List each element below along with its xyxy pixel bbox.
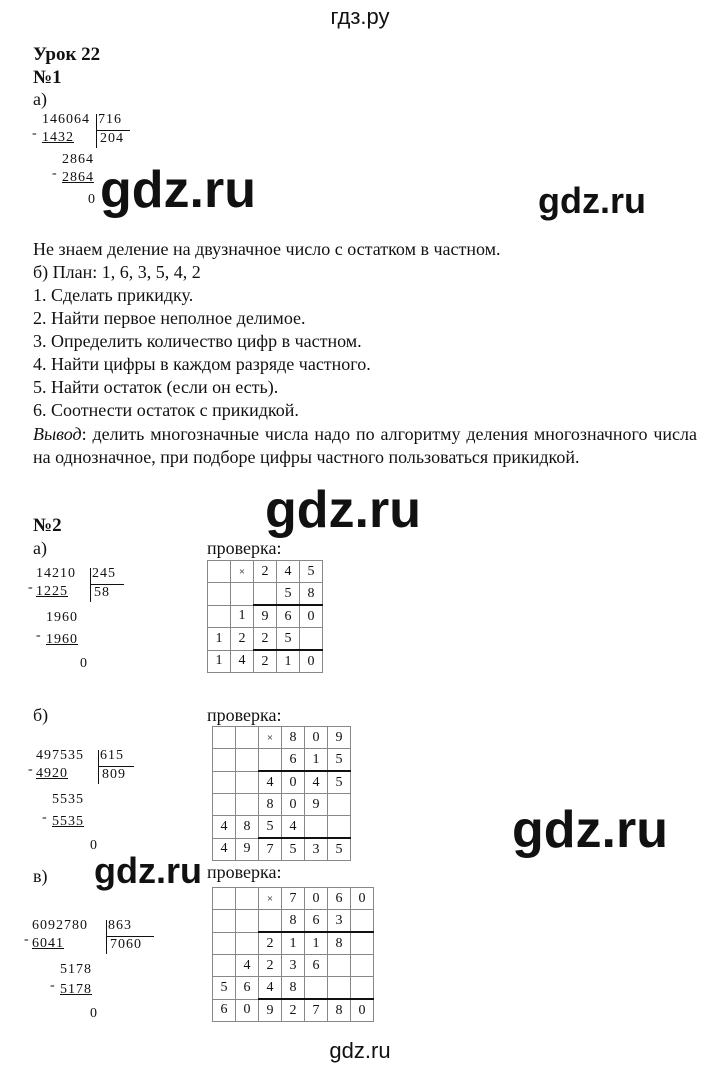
watermark: gdz.ru: [538, 180, 646, 221]
step: 6041: [32, 936, 64, 951]
grid-cell: [351, 955, 374, 977]
grid-row: [208, 650, 323, 673]
conclusion-text: : делить многозначные числа надо по алгоритму деления многозначного числа на однозначное, при подборе цифры частного пользоваться прикидкой.: [33, 424, 697, 467]
grid-cell: 4: [277, 561, 300, 583]
grid-cell: [213, 771, 236, 794]
plan-step: 6. Соотнести остаток с прикидкой.: [33, 400, 299, 420]
grid-cell: ×: [231, 561, 254, 583]
grid-row: [208, 605, 323, 628]
grid-cell: 4: [213, 816, 236, 839]
grid-cell: 0: [282, 794, 305, 816]
grid-cell: 5: [300, 561, 323, 583]
plan-step: 5. Найти остаток (если он есть).: [33, 377, 279, 397]
grid-row: [213, 999, 374, 1022]
grid-cell: 1: [208, 628, 231, 651]
grid-cell: 0: [282, 771, 305, 794]
division-task1: 146064 716 - 1432 204 2864 - 2864 0: [30, 112, 140, 212]
step: 5178: [60, 982, 92, 997]
grid-cell: 6: [213, 999, 236, 1022]
grid-cell: 5: [328, 838, 351, 861]
grid-cell: 4: [305, 771, 328, 794]
grid-cell: 2: [254, 628, 277, 651]
grid-cell: 3: [305, 838, 328, 861]
task2-number: №2: [33, 515, 62, 536]
grid-row: [208, 561, 323, 583]
plan-step: 1. Сделать прикидку.: [33, 285, 194, 305]
grid-row: [213, 838, 351, 861]
grid-cell: [236, 932, 259, 955]
watermark: gdz.ru: [100, 161, 256, 219]
grid-row: [213, 955, 374, 977]
grid-cell: 7: [305, 999, 328, 1022]
grid-cell: 9: [236, 838, 259, 861]
grid-cell: 5: [277, 628, 300, 651]
grid-cell: 8: [282, 727, 305, 749]
conclusion: [33, 423, 697, 469]
grid-row: [213, 771, 351, 794]
step: 1225: [36, 584, 68, 599]
step: 2864: [62, 170, 94, 185]
dividend: 6092780: [32, 918, 88, 933]
remainder: 0: [90, 1006, 98, 1021]
grid-cell: 2: [282, 999, 305, 1022]
grid-row: [213, 910, 374, 933]
grid-cell: [328, 977, 351, 1000]
grid-cell: 1: [231, 605, 254, 628]
grid-cell: [259, 910, 282, 933]
dividend: 497535: [36, 748, 84, 763]
grid-cell: 7: [259, 838, 282, 861]
check-label: проверка:: [207, 538, 282, 558]
grid-cell: 9: [259, 999, 282, 1022]
grid-cell: 2: [231, 628, 254, 651]
grid-cell: [259, 749, 282, 772]
grid-cell: 5: [328, 771, 351, 794]
dividend: 146064: [42, 112, 90, 127]
grid-cell: 4: [231, 650, 254, 673]
grid-cell: 4: [213, 838, 236, 861]
quotient: 58: [94, 585, 110, 600]
grid-cell: 0: [351, 888, 374, 910]
grid-cell: [236, 727, 259, 749]
grid-row: [213, 794, 351, 816]
grid-cell: 1: [305, 932, 328, 955]
grid-cell: 4: [259, 771, 282, 794]
step: 5535: [52, 814, 84, 829]
grid-cell: 8: [282, 977, 305, 1000]
watermark: gdz.ru: [512, 801, 668, 859]
grid-cell: 1: [282, 932, 305, 955]
step: 1960: [46, 632, 78, 647]
grid-cell: [236, 794, 259, 816]
grid-cell: [213, 749, 236, 772]
grid-cell: 5: [213, 977, 236, 1000]
grid-cell: 1: [277, 650, 300, 673]
grid-cell: 2: [259, 955, 282, 977]
grid-cell: 8: [328, 932, 351, 955]
task1-number: №1: [33, 67, 62, 88]
grid-cell: 5: [282, 838, 305, 861]
grid-cell: [300, 628, 323, 651]
site-footer: gdz.ru: [329, 1038, 391, 1063]
check-grid-c: [212, 887, 374, 1022]
grid-cell: 2: [259, 932, 282, 955]
division-task2b: 497535 615 - 4920 809 5535 - 5535 0: [28, 748, 148, 858]
grid-cell: 6: [328, 888, 351, 910]
grid-cell: 8: [282, 910, 305, 933]
grid-cell: 8: [328, 999, 351, 1022]
grid-cell: 0: [351, 999, 374, 1022]
grid-row: [208, 583, 323, 606]
grid-cell: 1: [305, 749, 328, 772]
grid-cell: 9: [305, 794, 328, 816]
grid-cell: 4: [236, 955, 259, 977]
grid-row: [213, 816, 351, 839]
grid-cell: ×: [259, 727, 282, 749]
grid-cell: 6: [277, 605, 300, 628]
check-grid-a: [207, 560, 323, 673]
grid-cell: [328, 816, 351, 839]
grid-cell: 5: [328, 749, 351, 772]
grid-cell: 8: [236, 816, 259, 839]
grid-cell: [351, 977, 374, 1000]
grid-cell: 6: [305, 955, 328, 977]
divisor: 863: [108, 918, 132, 933]
grid-cell: 0: [236, 999, 259, 1022]
quotient: 7060: [110, 937, 142, 952]
grid-cell: 5: [277, 583, 300, 606]
grid-cell: 5: [259, 816, 282, 839]
grid-cell: [208, 561, 231, 583]
task1-plan: б) План: 1, 6, 3, 5, 4, 2: [33, 262, 201, 282]
grid-cell: [213, 727, 236, 749]
grid-cell: 2: [254, 561, 277, 583]
grid-row: [208, 628, 323, 651]
task1-part-a: а): [33, 89, 47, 109]
grid-row: [213, 977, 374, 1000]
grid-cell: 0: [300, 605, 323, 628]
grid-cell: 3: [282, 955, 305, 977]
grid-cell: [236, 749, 259, 772]
check-label: проверка:: [207, 862, 282, 882]
division-task2a: 14210 245 - 1225 58 1960 - 1960 0: [28, 566, 138, 676]
task2-part-c: в): [33, 866, 48, 886]
plan-step: 4. Найти цифры в каждом разряде частного.: [33, 354, 371, 374]
lesson-title: Урок 22: [33, 44, 101, 65]
division-task2c: 6092780 863 - 6041 7060 5178 - 5178 0: [28, 918, 163, 1028]
grid-cell: [305, 977, 328, 1000]
grid-cell: [236, 910, 259, 933]
watermark: gdz.ru: [94, 850, 202, 891]
quotient: 809: [102, 767, 126, 782]
grid-row: [213, 932, 374, 955]
step: 1960: [46, 610, 78, 625]
grid-cell: 0: [305, 727, 328, 749]
step: 5535: [52, 792, 84, 807]
grid-row: [213, 749, 351, 772]
site-header: гдз.ру: [330, 4, 390, 29]
grid-cell: [213, 932, 236, 955]
grid-cell: [213, 910, 236, 933]
grid-cell: [213, 955, 236, 977]
grid-cell: 8: [300, 583, 323, 606]
grid-cell: [254, 583, 277, 606]
task1-statement: Не знаем деление на двузначное число с остатком в частном.: [33, 239, 501, 259]
grid-cell: [213, 794, 236, 816]
remainder: 0: [88, 192, 96, 207]
dividend: 14210: [36, 566, 76, 581]
grid-cell: 0: [300, 650, 323, 673]
plan-step: 3. Определить количество цифр в частном.: [33, 331, 362, 351]
grid-cell: [236, 888, 259, 910]
remainder: 0: [80, 656, 88, 671]
grid-cell: [351, 910, 374, 933]
divisor: 245: [92, 566, 116, 581]
grid-cell: [305, 816, 328, 839]
check-grid-b: [212, 726, 351, 861]
grid-cell: 2: [254, 650, 277, 673]
grid-cell: [208, 605, 231, 628]
step: 2864: [62, 152, 94, 167]
grid-cell: 4: [259, 977, 282, 1000]
task2-part-b: б): [33, 705, 49, 725]
grid-row: [213, 727, 351, 749]
grid-cell: [328, 794, 351, 816]
grid-cell: [208, 583, 231, 606]
grid-cell: 6: [305, 910, 328, 933]
check-label: проверка:: [207, 705, 282, 725]
grid-cell: 1: [208, 650, 231, 673]
divisor: 615: [100, 748, 124, 763]
divisor: 716: [98, 112, 122, 127]
grid-cell: 7: [282, 888, 305, 910]
step: 4920: [36, 766, 68, 781]
grid-cell: 4: [282, 816, 305, 839]
remainder: 0: [90, 838, 98, 853]
grid-cell: 0: [305, 888, 328, 910]
quotient: 204: [100, 131, 124, 146]
watermark: gdz.ru: [265, 481, 421, 539]
grid-row: [213, 888, 374, 910]
step: 1432: [42, 130, 74, 145]
task2-part-a: а): [33, 538, 47, 558]
grid-cell: 9: [254, 605, 277, 628]
grid-cell: ×: [259, 888, 282, 910]
step: 5178: [60, 962, 92, 977]
grid-cell: 6: [282, 749, 305, 772]
grid-cell: 9: [328, 727, 351, 749]
grid-cell: [231, 583, 254, 606]
grid-cell: 8: [259, 794, 282, 816]
grid-cell: [213, 888, 236, 910]
grid-cell: [236, 771, 259, 794]
plan-step: 2. Найти первое неполное делимое.: [33, 308, 306, 328]
grid-cell: [328, 955, 351, 977]
grid-cell: 3: [328, 910, 351, 933]
grid-cell: [351, 932, 374, 955]
grid-cell: 6: [236, 977, 259, 1000]
conclusion-label: Вывод: [33, 424, 82, 444]
